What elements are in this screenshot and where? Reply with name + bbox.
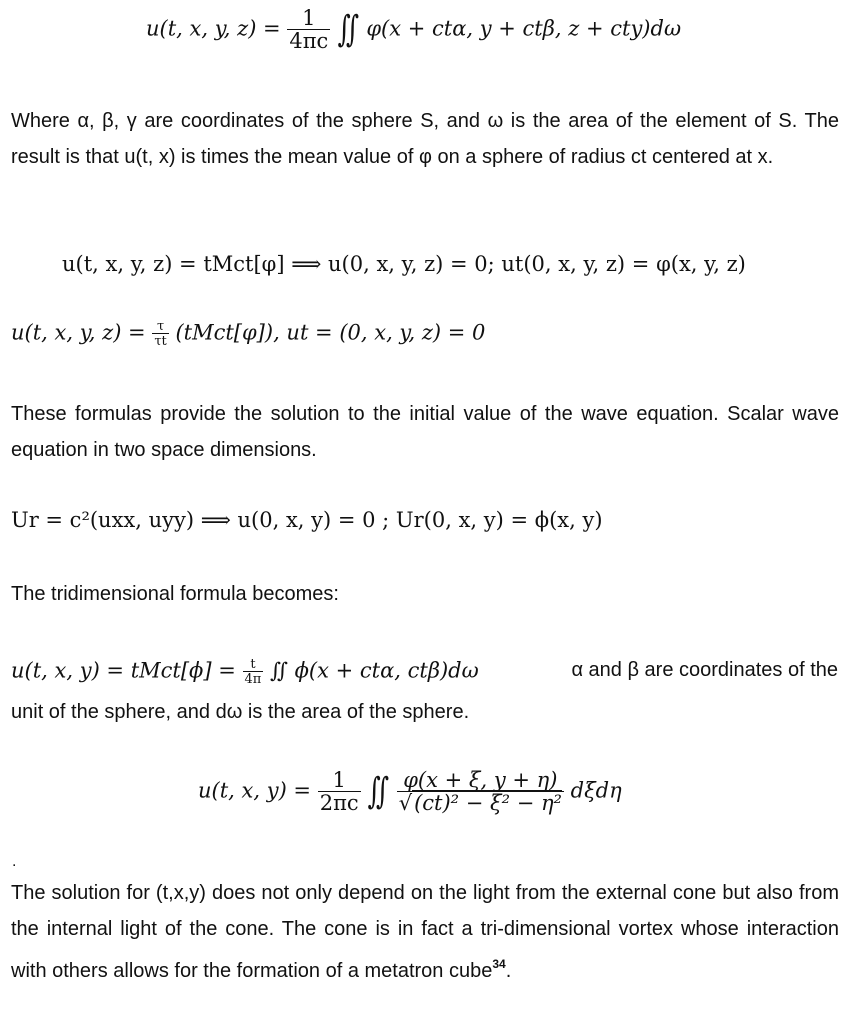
equation-1-body: φ(x + ctα, y + ctβ, z + cty)dω [366,16,682,41]
equation-4: Ur = c²(uxx, uyy) ⟹ u(0, x, y) = 0 ; Ur(0, x, y) = ϕ(x, y) [11,508,603,532]
equation-2: u(t, x, y, z) = tMct[φ] ⟹ u(0, x, y, z) = 0; ut(0, x, y, z) = φ(x, y, z) [62,252,746,276]
paragraph-4-text: The solution for (t,x,y) does not only depend on the light from the external cone but also from the internal light of the cone. The cone is in fact a tri-dimensional vortex whose interaction with others allows for the formation of a metatron cube [11,882,839,982]
equation-6-constant: $\frac{1}{2\pi c}$ [319,768,359,815]
equation-3-rhs: (tMct[φ]), ut = (0, x, y, z) = 0 [175,320,486,345]
paragraph-2: These formulas provide the solution to the initial value of the wave equation. Scalar wave equation in two space dimensions. [11,403,839,461]
equation-5-lhs: u(t, x, y) = tMct[ϕ] = [11,658,236,683]
paragraph-4-period: . [505,960,512,982]
equation-1 [146,8,681,52]
double-integral-symbol-2: ∬ [367,771,390,812]
equation-3-lhs: u(t, x, y, z) = [11,320,146,345]
equation-5 [11,658,479,686]
sqrt-radicand: (ct)² − ξ² − η² [414,791,562,815]
equation-5-rhs: ∬ ϕ(x + ctα, ctβ)dω [270,658,479,683]
equation-5-fraction: $\frac{t}{4\pi}$ [244,657,262,687]
stray-dot: . [12,853,17,870]
equation-6-integrand: $\frac{\varphi(x + \xi, y + \eta)}{\text{√(ct)² − ξ² − η²}}$ [398,768,562,815]
equation-1-fraction: $\frac{1}{4\pi c}$ [289,6,329,53]
equation-5-continuation: unit of the sphere, and dω is the area of the sphere. [11,701,470,723]
double-integral-symbol: ∬ [337,9,360,50]
paragraph-3: The tridimensional formula becomes: [11,583,339,605]
equation-1-lhs: u(t, x, y, z) = [146,16,281,41]
equation-3 [11,320,485,348]
equation-6-lhs: u(t, x, y) = [198,778,312,803]
equation-3-fraction: $\frac{\tau}{\tau t}$ [154,319,167,349]
footnote-marker: 34 [492,957,506,971]
equation-6-tail: dξdη [570,778,622,803]
equation-6 [198,770,622,814]
equation-5-trailing-text: α and β are coordinates of the [571,659,838,681]
paragraph-1: Where α, β, γ are coordinates of the sphere S, and ω is the area of the element of S. The result is that u(t, x) is times the mean value of φ on a sphere of radius ct centered at x. [11,110,839,168]
paragraph-4 [11,876,839,990]
